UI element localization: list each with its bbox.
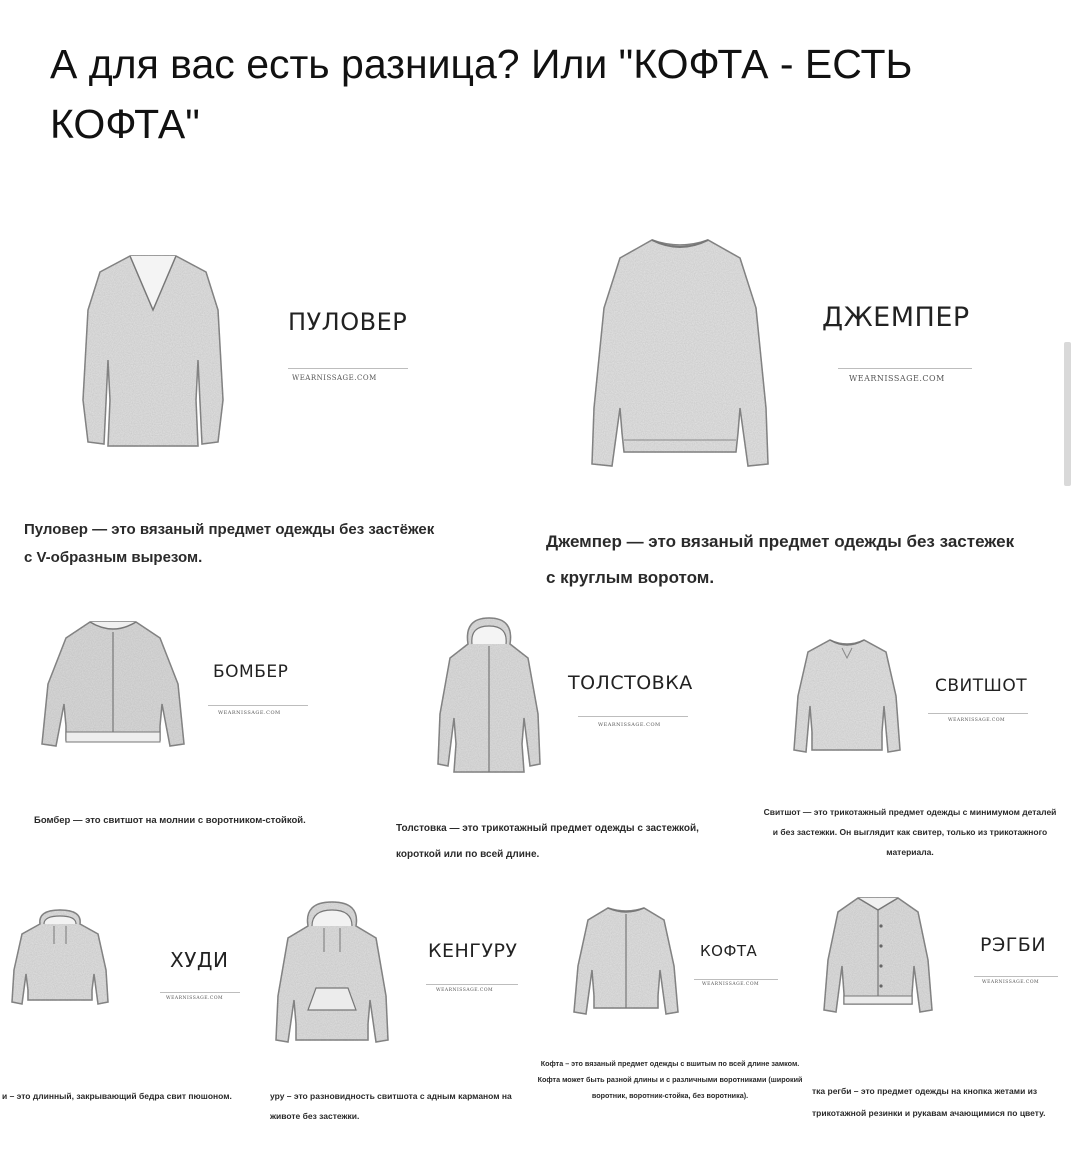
- hoodie-illustration: [10, 910, 110, 1010]
- site-label: WEARNISSAGE.COM: [849, 374, 945, 383]
- site-label: WEARNISSAGE.COM: [598, 722, 661, 728]
- site-label: WEARNISSAGE.COM: [292, 374, 377, 382]
- divider-line: [426, 984, 518, 985]
- garment-description: тка регби – это предмет одежды на кнопка жетами из трикотажной резинки и рукавам ачающимися по цвету.: [812, 1086, 1046, 1118]
- divider-line: [974, 976, 1058, 977]
- garment-name: РЭГБИ: [980, 934, 1047, 956]
- garment-description: Свитшот — это трикотажный предмет одежды с минимумом деталей и без застежки. Он выглядит как свитер, только из трикотажного материала.: [763, 807, 1057, 857]
- garment-description: Бомбер — это свитшот на молнии с воротником-стойкой.: [34, 815, 306, 826]
- site-label: WEARNISSAGE.COM: [702, 982, 760, 987]
- garment-name: КЕНГУРУ: [428, 940, 518, 962]
- garment-name: КОФТА: [700, 942, 758, 960]
- rugby-illustration: [818, 890, 938, 1018]
- site-label: WEARNISSAGE.COM: [166, 996, 224, 1001]
- divider-line: [694, 979, 778, 980]
- bomber-illustration: [38, 614, 188, 759]
- tolstovka-illustration: [434, 614, 544, 779]
- garment-description: Кофта – это вязаный предмет одежды с вшитым по всей длине замком. Кофта может быть разной длины и с различными воротниками (широкий воротник, воротник-стойка, без воротника).: [537, 1059, 803, 1100]
- garment-description: Джемпер — это вязаный предмет одежды без застежек с круглым воротом.: [546, 532, 1015, 587]
- garment-name: СВИТШОТ: [935, 676, 1028, 696]
- divider-line: [838, 368, 972, 369]
- site-label: WEARNISSAGE.COM: [948, 718, 1006, 723]
- garment-description: Толстовка — это трикотажный предмет одежды с застежкой, короткой или по всей длине.: [396, 823, 699, 860]
- scroll-indicator[interactable]: [1064, 342, 1071, 486]
- divider-line: [928, 713, 1028, 714]
- garment-name: БОМБЕР: [213, 662, 289, 682]
- garment-description: и – это длинный, закрывающий бедра свит пюшоном.: [2, 1091, 232, 1101]
- kofta-illustration: [566, 900, 686, 1020]
- pullover-illustration: [78, 250, 228, 450]
- page-title: А для вас есть разница? Или "КОФТА - ЕСТЬ КОФТА": [50, 41, 913, 147]
- garment-name: ДЖЕМПЕР: [822, 302, 970, 333]
- garment-description: Пуловер — это вязаный предмет одежды без застёжек с V-образным вырезом.: [24, 521, 435, 566]
- jumper-illustration: [590, 228, 770, 473]
- site-label: WEARNISSAGE.COM: [436, 988, 494, 993]
- garment-description: уру – это разновидность свитшота с адным карманом на животе без застежки.: [270, 1091, 512, 1121]
- garment-name: ПУЛОВЕР: [288, 308, 408, 336]
- kangaroo-illustration: [272, 900, 392, 1050]
- garment-name: ХУДИ: [170, 948, 229, 972]
- divider-line: [208, 705, 308, 706]
- garment-name: ТОЛСТОВКА: [568, 672, 693, 694]
- site-label: WEARNISSAGE.COM: [218, 710, 281, 716]
- divider-line: [578, 716, 688, 717]
- site-label: WEARNISSAGE.COM: [982, 980, 1040, 985]
- divider-line: [288, 368, 408, 369]
- divider-line: [160, 992, 240, 993]
- sweatshirt-illustration: [792, 636, 902, 760]
